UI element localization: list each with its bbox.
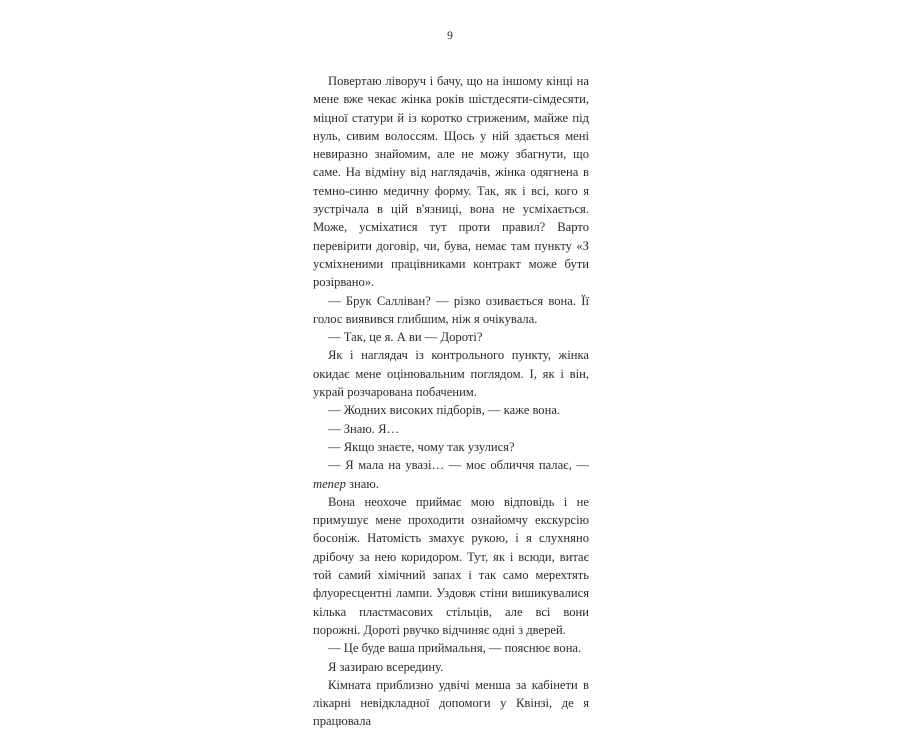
paragraph-text: знаю. bbox=[345, 476, 379, 491]
paragraph: — Брук Салліван? — різко озивається вона. Її голос виявився глибшим, ніж я очікувала. bbox=[313, 293, 589, 326]
emphasized-word: тепер bbox=[313, 476, 346, 491]
paragraph: Як і наглядач із контрольного пункту, жінка окидає мене оцінювальним поглядом. І, як і він, украй розчарована побаченим. bbox=[313, 348, 589, 400]
paragraph: — Так, це я. А ви — Дороті? bbox=[328, 330, 483, 345]
page-number: 9 bbox=[447, 30, 453, 42]
paragraph: — Жодних високих підборів, — каже вона. bbox=[328, 403, 561, 418]
paragraph: Я зазираю всередину. bbox=[328, 659, 444, 674]
paragraph-text: — Я мала на увазі… — моє обличчя палає, — bbox=[328, 458, 589, 473]
paragraph: — Якщо знаєте, чому так узулися? bbox=[328, 439, 515, 454]
paragraph: — Знаю. Я… bbox=[328, 421, 400, 436]
paragraph bbox=[313, 456, 589, 493]
paragraph: Кімната приблизно удвічі менша за кабінети в лікарні невідкладної допомоги у Квінзі, де я працювала bbox=[313, 677, 589, 729]
paragraph: Повертаю ліворуч і бачу, що на іншому кінці на мене вже чекає жінка років шістдесяти-сімдесяти, міцної статури й із коротко стриженим, майже під нуль, сивим волоссям. Щось у ній здається мені невиразно знайомим, але не можу збагнути, що саме. На відміну від наглядачів, жінка одягнена в темно-синю медичну форму. Так, як і всі, кого я зустрічала в цій в'язниці, вона не усміхається. Може, усміхатися тут проти правил? Варто перевірити договір, чи, бува, немає там пункту «З усміхненими працівниками контракт може бути розірвано». bbox=[313, 74, 589, 290]
paragraph: — Це буде ваша приймальня, — пояснює вона. bbox=[328, 641, 582, 656]
page-text bbox=[313, 72, 589, 731]
paragraph: Вона неохоче приймає мою відповідь і не примушує мене проходити ознайомчу екскурсію босоніж. Натомість змахує рукою, і я слухняно дрібочу за нею коридором. Тут, як і всюди, витає той самий хімічний запах і так само мерехтять флуоресцентні лампи. Уздовж стіни вишикувалися кілька пластмасових стільців, але всі вони порожні. Дороті рвучко відчиняє одні з дверей. bbox=[313, 494, 589, 637]
